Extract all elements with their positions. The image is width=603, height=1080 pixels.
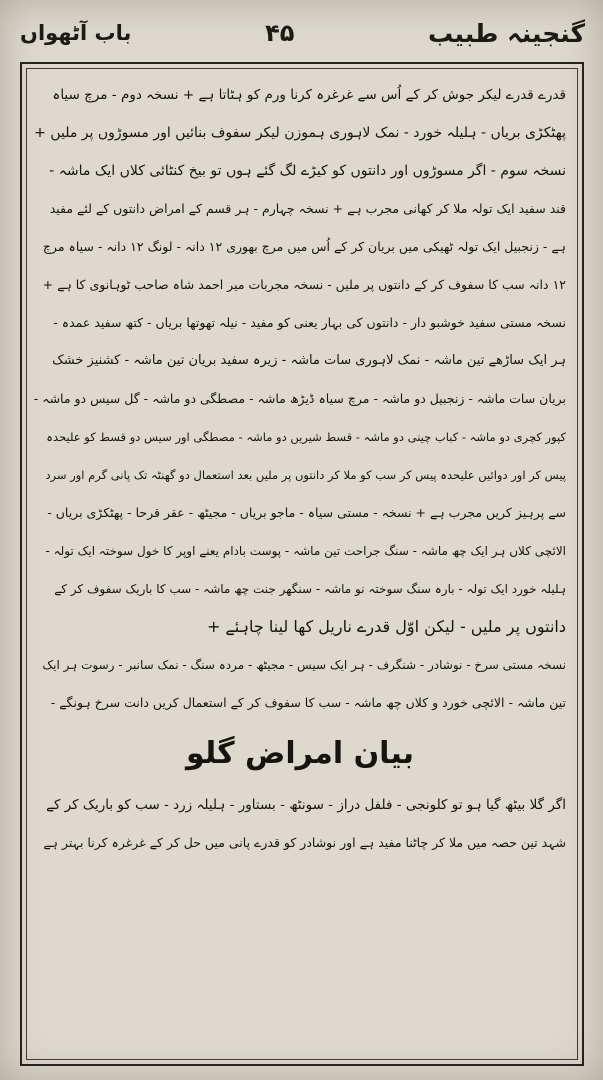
text-line: ہے - زنجبیل ایک تولہ ٹھیکی میں بریان کر کے اُس میں مرچ بھوری ۱۲ دانہ - لونگ ۱۲ دانہ - سیاہ مرچ (42, 239, 566, 254)
text-line: ہلیلہ خورد ایک تولہ - بارہ سنگ سوختہ نو ماشہ - سنگھر جنت چھ ماشہ - سب کا باریک سفوف کر کے (54, 582, 566, 596)
page-number: ۴۵ (265, 19, 295, 47)
text-line: پھٹکڑی بریاں - ہلیلہ خورد - نمک لاہوری ہموزن لیکر سفوف بنائیں اور مسوڑوں پر ملیں + (34, 125, 566, 141)
text-line: شہد تین حصہ میں ملا کر چاٹنا مفید ہے اور نوشادر کو قدرے پانی میں حل کر کے غرغرہ کرنا بہتر ہے (43, 835, 566, 850)
text-line: تین ماشہ - الائچی خورد و کلاں چھ ماشہ - سب کا سفوف کر کے استعمال کریں دانت سرخ ہونگے - (50, 695, 566, 710)
chapter-heading: باب آٹھواں (20, 21, 132, 45)
text-line: قند سفید ایک تولہ ملا کر کھانی مجرب ہے + نسخہ چہارم - ہر قسم کے امراض دانتوں کے لئے مفید (49, 201, 566, 216)
text-line: کپور کچری دو ماشہ - کباب چینی دو ماشہ - قسط شیریں دو ماشہ - مصطگی اور سیس دو قسط کو علیحدہ (46, 430, 566, 444)
section-heading: بیان امراض گلو (186, 736, 414, 771)
text-line: قدرے قدرے لیکر جوش کر کے اُس سے غرغرہ کرنا ورم کو ہٹاتا ہے + نسخہ دوم - مرچ سیاہ (52, 87, 566, 103)
page-header (20, 6, 585, 60)
text-line: الائچی کلاں ہر ایک چھ ماشہ - سنگ جراحت تین ماشہ - پوست بادام یعنے اوپر کا خول سوختہ ایک تولہ - (45, 544, 566, 558)
book-title: گنجینہ طبیب (428, 18, 585, 48)
body-text (34, 76, 566, 862)
text-line: نسخہ مستی سرخ - نوشادر - شنگرف - ہر ایک سیس - مجیٹھ - مردہ سنگ - نمک سانبر - رسوت ہر ایک (42, 658, 566, 672)
text-line: نسخہ سوم - اگر مسوڑوں اور دانتوں کو کیڑے لگ گئے ہوں تو بیخ کنٹائی کلاں ایک ماشہ - (49, 163, 566, 179)
text-line: اگر گلا بیٹھ گیا ہو تو کلونجی - فلفل دراز - سونٹھ - بستاور - ہلیلہ زرد - سب کو باریک کر کے (46, 797, 566, 813)
text-line: ۱۲ دانہ سب کا سفوف کر کے دانتوں پر ملیں - نسخہ مجربات میر احمد شاہ صاحب ٹوہانوی کا ہے + (42, 277, 566, 292)
text-line: سے پرہیز کریں مجرب ہے + نسخہ - مستی سیاہ - ماجو بریاں - مجیٹھ - عقر قرحا - پھٹکڑی بریاں - (47, 505, 566, 520)
text-line: نسخہ مستی سفید خوشبو دار - دانتوں کی بہار یعنی کو مفید - نیلہ تھوتھا بریاں - کتھ سفید عمدہ - (53, 315, 566, 330)
text-line: دانتوں پر ملیں - لیکن اوّل قدرے ناریل کھا لینا چاہئے + (206, 617, 566, 636)
text-line: بریان سات ماشہ - زنجبیل دو ماشہ - مرچ سیاہ ڈیڑھ ماشہ - مصطگی دو ماشہ - گل سیس دو ماشہ - (34, 391, 566, 406)
text-line: پیس کر اور دوائیں علیحدہ پیس کر سب کو ملا کر دانتوں پر ملیں بعد استعمال دو گھنٹہ تک پانی گرم اور سرد (45, 468, 566, 482)
text-line: ہر ایک ساڑھے تین ماشہ - نمک لاہوری سات ماشہ - زیرہ سفید بریان تین ماشہ - کشنیز خشک (52, 353, 566, 368)
